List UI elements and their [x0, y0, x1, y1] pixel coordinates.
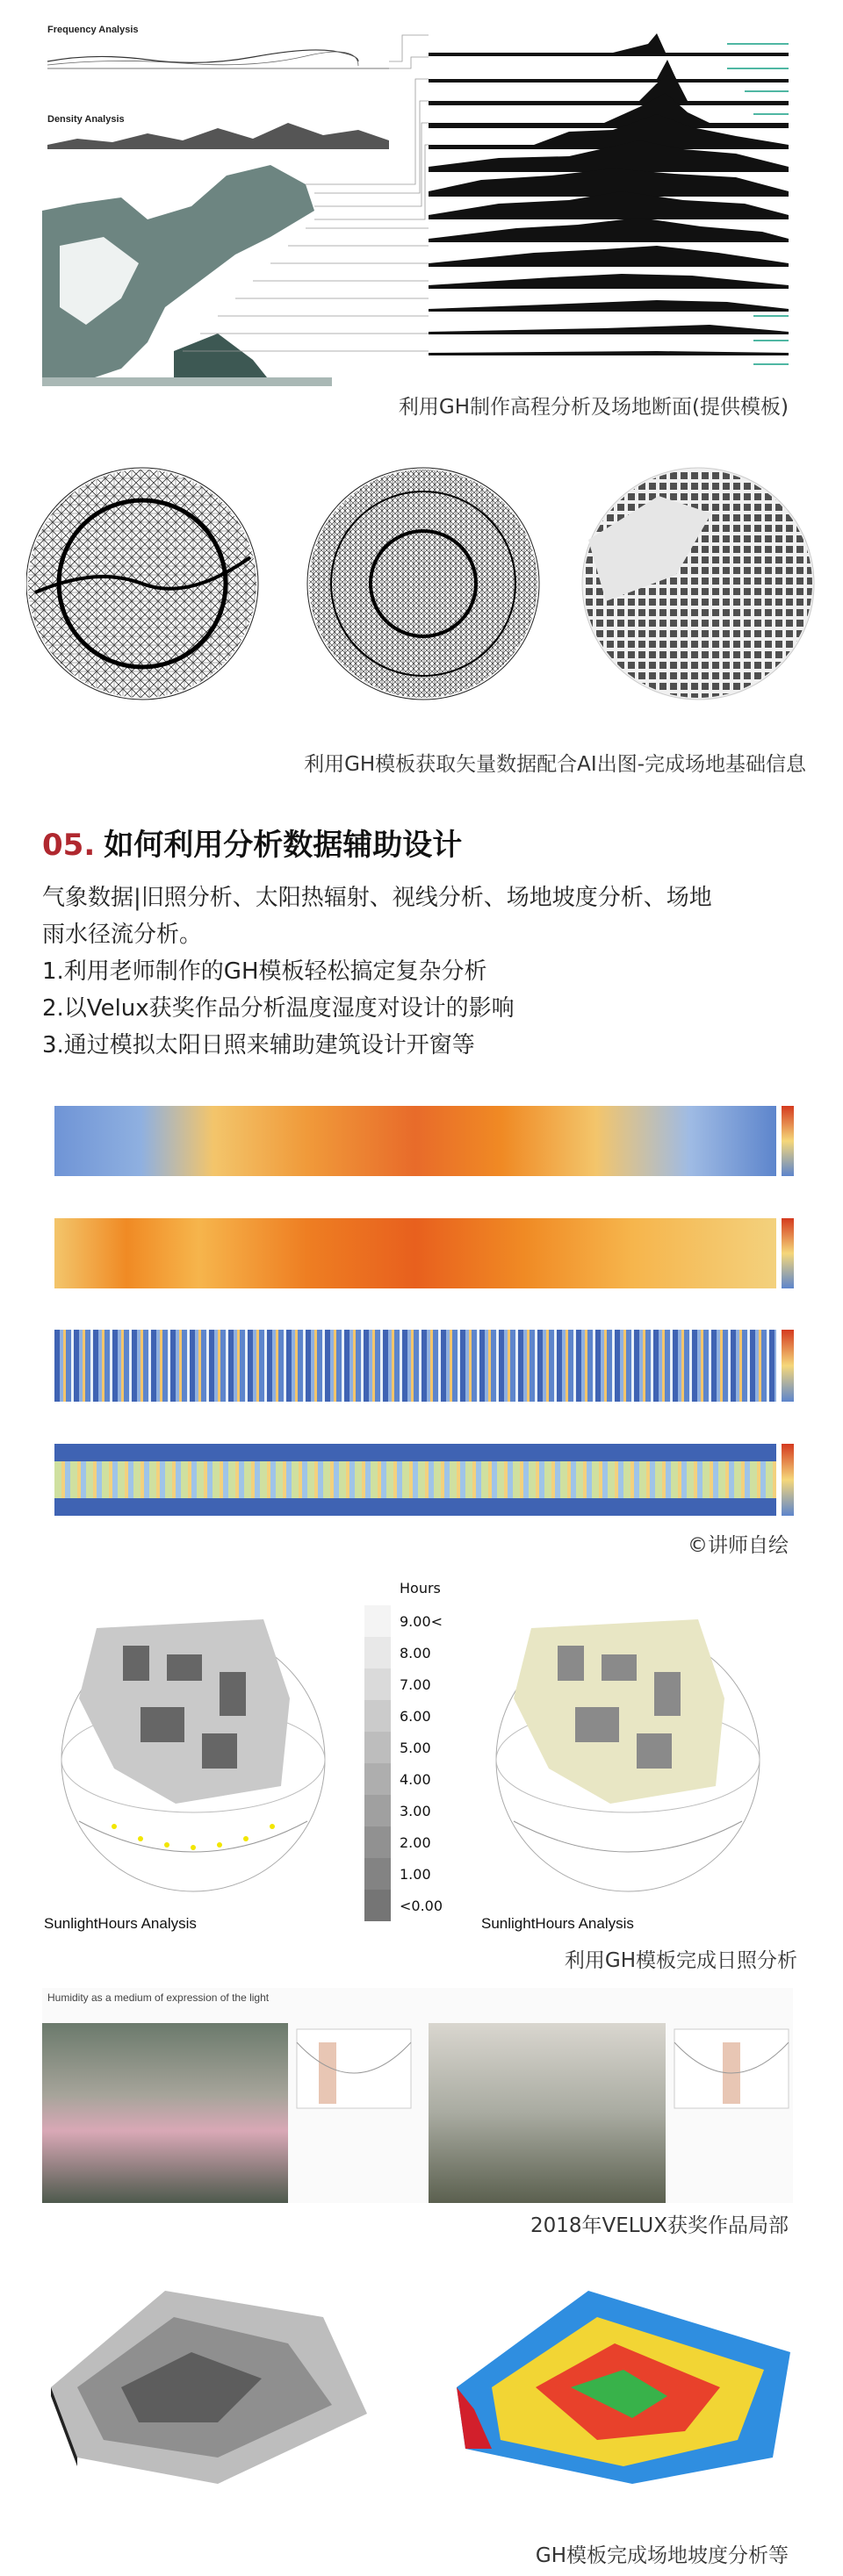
elevation-caption: 利用GH制作高程分析及场地断面(提供模板) — [398, 396, 789, 419]
sunlight-diagram-right — [479, 1593, 777, 1909]
vector-maps-caption: 利用GH模板获取矢量数据配合AI出图-完成场地基础信息 — [304, 753, 806, 776]
map-circle-barcelona — [582, 468, 814, 700]
frequency-analysis-label: Frequency Analysis — [47, 25, 139, 35]
heatmap-legend-bar — [782, 1444, 794, 1516]
sunlight-label-left: SunlightHours Analysis — [44, 1915, 197, 1932]
section-heading — [42, 821, 462, 864]
legend-swatch — [364, 1826, 391, 1858]
map-circle-paris — [26, 468, 258, 700]
legend-swatch — [364, 1890, 391, 1921]
legend-swatch — [364, 1700, 391, 1732]
intro-item-2: 2.以Velux获奖作品分析温度湿度对设计的影响 — [42, 995, 515, 1022]
legend-row — [364, 1858, 470, 1890]
legend-value: 1.00 — [400, 1865, 431, 1883]
legend-row — [364, 1763, 470, 1795]
legend-swatch — [364, 1795, 391, 1826]
legend-row — [364, 1668, 470, 1700]
intro-item-1: 1.利用老师制作的GH模板轻松搞定复杂分析 — [42, 958, 487, 985]
legend-row — [364, 1890, 470, 1921]
section-title: 如何利用分析数据辅助设计 — [104, 828, 463, 863]
intro-item-3: 3.通过模拟太阳日照来辅助建筑设计开窗等 — [42, 1032, 475, 1058]
velux-title-left: Humidity as a medium of expression of the light — [47, 1991, 270, 2004]
legend-swatch — [364, 1668, 391, 1700]
legend-title: Hours — [400, 1580, 441, 1597]
vector-maps-figure — [26, 461, 817, 724]
heatmap-legend-bar — [782, 1106, 794, 1176]
terrain-hillshade — [42, 2256, 376, 2493]
slope-caption: GH模板完成场地坡度分析等 — [535, 2544, 789, 2567]
sunlight-legend — [364, 1580, 470, 1921]
legend-row — [364, 1795, 470, 1826]
legend-value: <0.00 — [400, 1897, 443, 1914]
heatmap-legend-bar — [782, 1330, 794, 1402]
heatmap-humidity — [54, 1218, 776, 1288]
legend-value: 4.00 — [400, 1770, 431, 1788]
legend-row — [364, 1732, 470, 1763]
legend-row — [364, 1637, 470, 1668]
legend-swatch — [364, 1605, 391, 1637]
sunlight-diagram-left — [44, 1593, 342, 1909]
legend-value: 9.00< — [400, 1612, 443, 1630]
intro-line-2: 雨水径流分析。 — [42, 922, 203, 948]
elevation-profiles-drawing — [42, 18, 803, 386]
legend-swatch — [364, 1858, 391, 1890]
heatmap-wind — [54, 1330, 776, 1402]
heatmap-radiation — [54, 1444, 776, 1516]
legend-value: 5.00 — [400, 1739, 431, 1756]
legend-swatch — [364, 1637, 391, 1668]
legend-value: 3.00 — [400, 1802, 431, 1819]
legend-row — [364, 1605, 470, 1637]
legend-value: 7.00 — [400, 1675, 431, 1693]
legend-row — [364, 1826, 470, 1858]
velux-photo-right — [429, 2023, 666, 2203]
terrain-slope-map — [439, 2256, 808, 2493]
velux-chart-left — [292, 2025, 415, 2113]
map-circle-milan — [307, 468, 539, 700]
density-analysis-label: Density Analysis — [47, 114, 125, 125]
heatmap-legend-bar — [782, 1218, 794, 1288]
legend-value: 6.00 — [400, 1707, 431, 1725]
section-number: 05. — [42, 828, 96, 863]
velux-chart-right — [670, 2025, 793, 2113]
legend-row — [364, 1700, 470, 1732]
heatmaps-credit: ©讲师自绘 — [688, 1534, 789, 1557]
legend-rows — [364, 1605, 470, 1921]
legend-value: 2.00 — [400, 1833, 431, 1851]
sunlight-caption: 利用GH模板完成日照分析 — [564, 1949, 797, 1972]
legend-swatch — [364, 1763, 391, 1795]
elevation-analysis-figure — [42, 18, 803, 386]
legend-value: 8.00 — [400, 1644, 431, 1661]
sunlight-label-right: SunlightHours Analysis — [481, 1915, 634, 1932]
heatmap-temperature — [54, 1106, 776, 1176]
velux-photo-left — [42, 2023, 288, 2203]
intro-line-1: 气象数据|旧照分析、太阳热辐射、视线分析、场地坡度分析、场地 — [42, 885, 712, 911]
intro-paragraph — [42, 879, 712, 1064]
velux-panel — [42, 1988, 793, 2203]
legend-swatch — [364, 1732, 391, 1763]
velux-caption: 2018年VELUX获奖作品局部 — [530, 2214, 789, 2237]
